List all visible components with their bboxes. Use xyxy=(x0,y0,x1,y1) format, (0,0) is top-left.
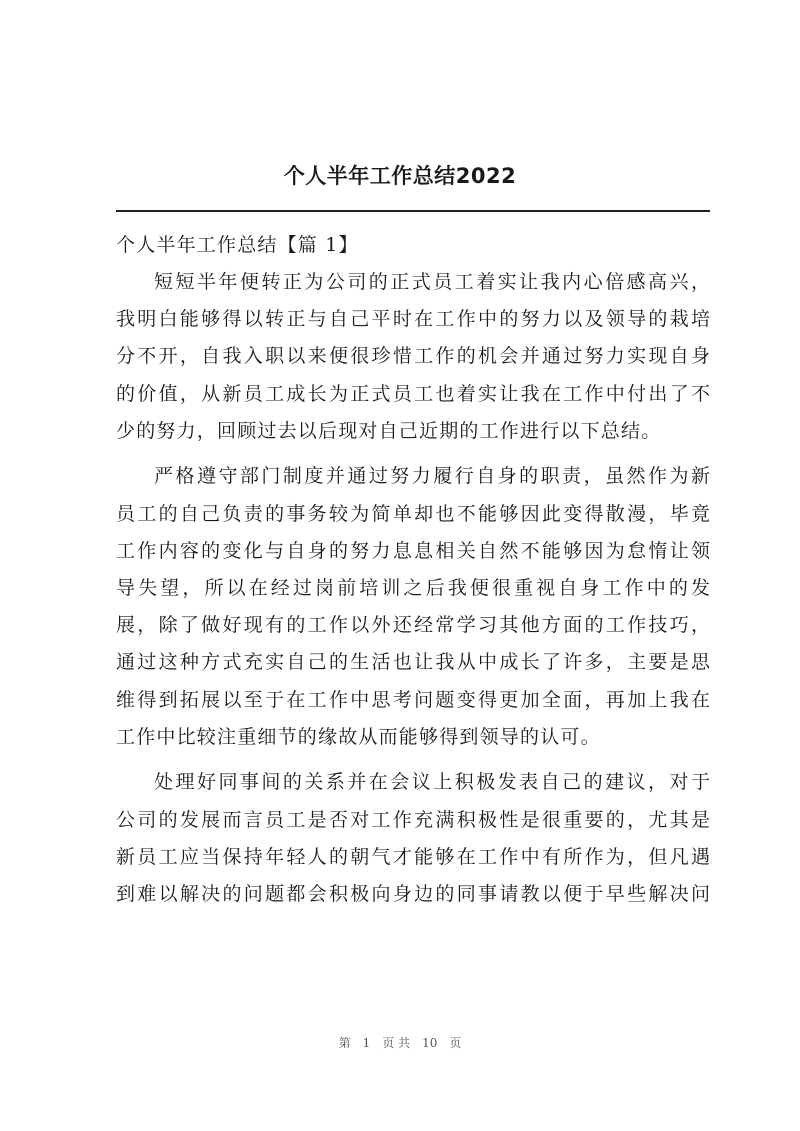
paragraph-line: 维得到拓展以至于在工作中思考问题变得更加全面，再加上我在 xyxy=(116,688,710,711)
paragraph-1 xyxy=(116,264,710,450)
paragraph-line: 处理好同事间的关系并在会议上积极发表自己的建议，对于 xyxy=(154,771,710,794)
document-body xyxy=(116,227,710,913)
paragraph-line: 短短半年便转正为公司的正式员工着实让我内心倍感高兴， xyxy=(154,271,710,293)
paragraph-line: 员工的自己负责的事务较为简单却也不能够因此变得散漫，毕竟 xyxy=(116,502,710,525)
paragraph-line: 少的努力，回顾过去以后现对自己近期的工作进行以下总结。 xyxy=(116,419,662,442)
document-title: 个人半年工作总结2022 xyxy=(283,164,517,188)
paragraph-line: 严格遵守部门制度并通过努力履行自身的职责，虽然作为新 xyxy=(154,465,710,488)
paragraph-line: 分不开，自我入职以来便很珍惜工作的机会并通过努力实现自身 xyxy=(116,345,710,368)
footer-current-page: 1 xyxy=(362,1036,371,1050)
section-heading: 个人半年工作总结【篇 1】 xyxy=(116,234,359,256)
paragraph-2 xyxy=(116,458,710,756)
paragraph-line: 工作内容的变化与自身的努力息息相关自然不能够因为怠惰让领 xyxy=(116,539,710,562)
paragraph-line: 我明白能够得以转正与自己平时在工作中的努力以及领导的栽培 xyxy=(116,308,710,331)
paragraph-line: 导失望，所以在经过岗前培训之后我便很重视自身工作中的发 xyxy=(116,577,710,600)
paragraph-gap xyxy=(116,450,710,458)
paragraph-line: 工作中比较注重细节的缘故从而能够得到领导的认可。 xyxy=(116,725,601,748)
paragraph-line: 的价值，从新员工成长为正式员工也着实让我在工作中付出了不 xyxy=(116,382,710,405)
paragraph-gap xyxy=(116,756,710,764)
footer-suffix: 页 xyxy=(449,1036,462,1050)
page-footer xyxy=(0,1034,800,1051)
footer-prefix: 第 xyxy=(338,1036,351,1050)
footer-middle: 页 共 xyxy=(382,1036,411,1050)
footer-total-pages: 10 xyxy=(422,1036,438,1050)
paragraph-line: 公司的发展而言员工是否对工作充满积极性是很重要的，尤其是 xyxy=(116,808,710,831)
paragraph-3 xyxy=(116,764,710,913)
title-underline-rule xyxy=(116,210,710,212)
paragraph-line: 到难以解决的问题都会积极向身边的同事请教以便于早些解决问 xyxy=(116,883,710,906)
paragraph-line: 新员工应当保持年轻人的朝气才能够在工作中有所作为，但凡遇 xyxy=(116,845,710,868)
paragraph-line: 通过这种方式充实自己的生活也让我从中成长了许多，主要是思 xyxy=(116,651,710,674)
paragraph-line: 展，除了做好现有的工作以外还经常学习其他方面的工作技巧， xyxy=(116,614,710,637)
